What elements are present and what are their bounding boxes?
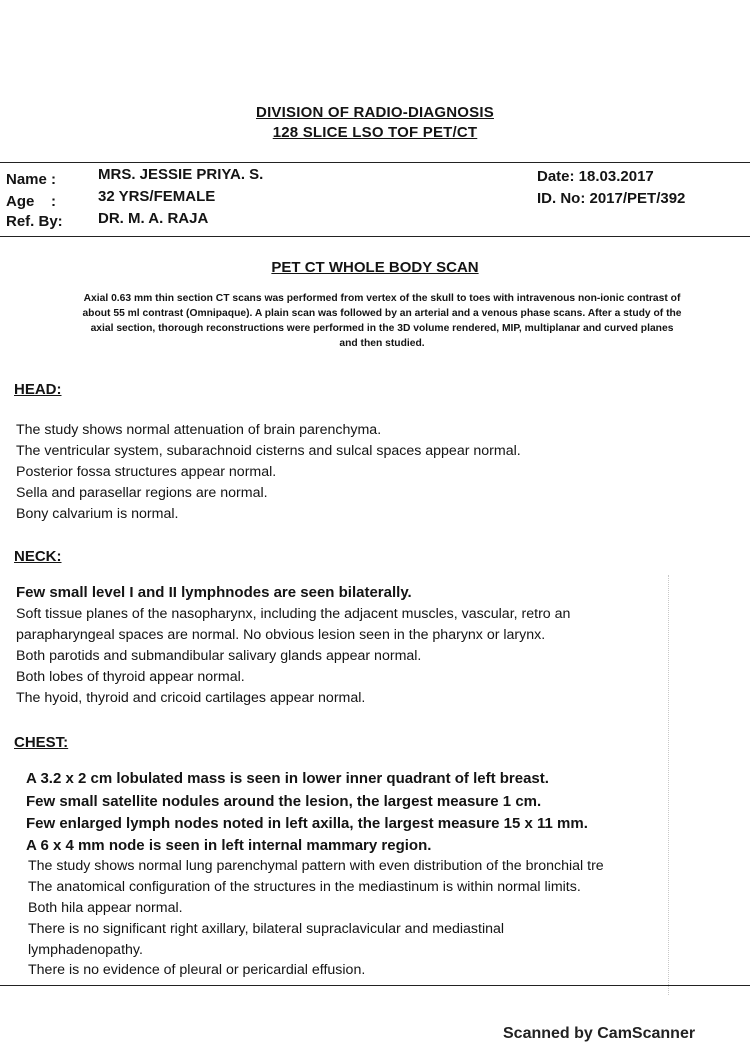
- age-label: Age :: [6, 193, 57, 210]
- scanner-heading: 128 SLICE LSO TOF PET/CT: [272, 124, 478, 141]
- neck-line: The hyoid, thyroid and cricoid cartilages appear normal.: [16, 690, 366, 706]
- head-heading: HEAD:: [14, 381, 62, 398]
- referring-doctor: DR. M. A. RAJA: [98, 210, 209, 227]
- head-line: The study shows normal attenuation of brain parenchyma.: [16, 422, 382, 438]
- neck-line: parapharyngeal spaces are normal. No obvious lesion seen in the pharynx or larynx.: [16, 627, 546, 643]
- top-divider: [0, 162, 750, 163]
- chest-line: There is no evidence of pleural or pericardial effusion.: [28, 962, 366, 978]
- chest-finding: A 3.2 x 2 cm lobulated mass is seen in lower inner quadrant of left breast.: [26, 770, 549, 787]
- chest-line: The study shows normal lung parenchymal pattern with even distribution of the bronchial tre: [28, 858, 604, 874]
- intro-line: about 55 ml contrast (Omnipaque). A plain scan was followed by an arterial and a venous phase scans. After a study of the: [82, 308, 682, 319]
- chest-line: There is no significant right axillary, bilateral supraclavicular and mediastinal: [28, 921, 505, 937]
- patient-name: MRS. JESSIE PRIYA. S.: [98, 166, 264, 183]
- neck-line: Soft tissue planes of the nasopharynx, including the adjacent muscles, vascular, retro an: [16, 606, 571, 622]
- patient-divider: [0, 236, 750, 237]
- chest-heading: CHEST:: [14, 734, 69, 751]
- head-line: Posterior fossa structures appear normal.: [16, 464, 277, 480]
- division-heading: DIVISION OF RADIO-DIAGNOSIS: [256, 104, 494, 121]
- report-date: Date: 18.03.2017: [537, 168, 654, 185]
- chest-finding: Few enlarged lymph nodes noted in left axilla, the largest measure 15 x 11 mm.: [26, 815, 588, 832]
- report-id: ID. No: 2017/PET/392: [537, 190, 686, 207]
- neck-line: Both parotids and submandibular salivary glands appear normal.: [16, 648, 422, 664]
- head-line: The ventricular system, subarachnoid cisterns and sulcal spaces appear normal.: [16, 443, 521, 459]
- head-line: Sella and parasellar regions are normal.: [16, 485, 268, 501]
- scan-artifact: [668, 575, 683, 995]
- intro-paragraph: [14, 291, 750, 351]
- report-title: PET CT WHOLE BODY SCAN: [271, 259, 479, 276]
- intro-line: Axial 0.63 mm thin section CT scans was performed from vertex of the skull to toes with intravenous non-ionic contrast of: [83, 293, 681, 304]
- head-line: Bony calvarium is normal.: [16, 506, 179, 522]
- chest-line: Both hila appear normal.: [28, 900, 183, 916]
- chest-line: lymphadenopathy.: [28, 942, 143, 958]
- chest-finding: Few small satellite nodules around the lesion, the largest measure 1 cm.: [26, 793, 542, 810]
- neck-finding: Few small level I and II lymphnodes are seen bilaterally.: [16, 584, 412, 601]
- chest-finding: A 6 x 4 mm node is seen in left internal mammary region.: [26, 837, 432, 854]
- neck-heading: NECK:: [14, 548, 62, 565]
- neck-line: Both lobes of thyroid appear normal.: [16, 669, 245, 685]
- bottom-divider: [0, 985, 750, 986]
- intro-line: axial section, thorough reconstructions were performed in the 3D volume rendered, MIP, multiplanar and curved planes: [90, 323, 674, 334]
- ref-label: Ref. By:: [6, 213, 63, 230]
- chest-line: The anatomical configuration of the structures in the mediastinum is within normal limits.: [28, 879, 581, 895]
- intro-line: and then studied.: [339, 338, 425, 349]
- scanner-watermark: Scanned by CamScanner: [503, 1025, 696, 1042]
- patient-age: 32 YRS/FEMALE: [98, 188, 216, 205]
- name-label: Name :: [6, 171, 57, 188]
